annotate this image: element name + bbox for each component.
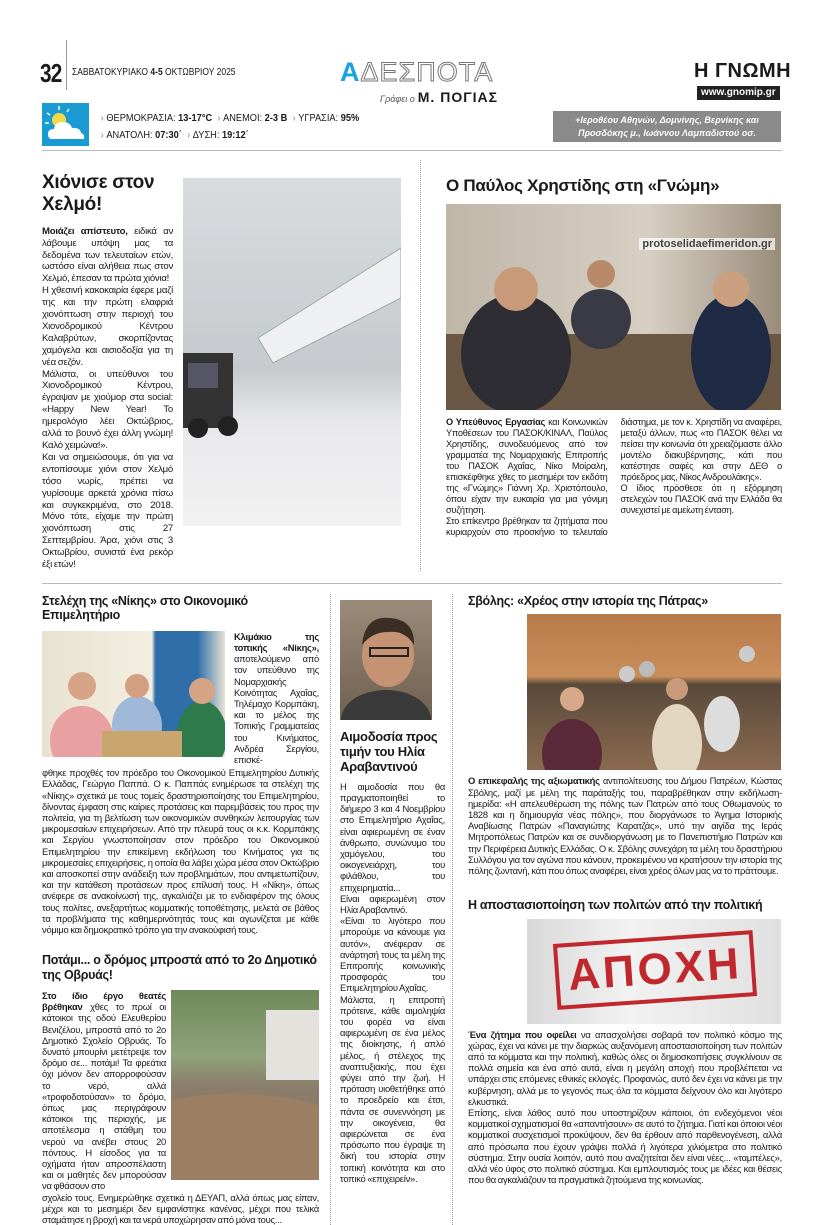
paragraph: Επίσης, είναι λάθος αυτό που υποστηρίζουν κάποιοι, ότι ενδεχόμενοι νέοι κομματικοί σχηματισμοί θα «απαντήσουν» σε αυτό το ζήτημα. Γιατί και όποιοι νέοι κομματικοί συσχετισμοί προκύψουν, δεν θα έρθουν από παρθενογένεση, αλλά από πρόσωπα που έχουν γράψει πολλά ή λιγότερα χιλιόμετρα στο πολιτικό σύστημα. Στην ουσία λοιπόν, αυτό που αναζητείται δεν είναι νέες... «ταμπέλες», αλλά νέο ύφος στο πολιτικό σύστημα. Και εμπλουτισμός τους με ιδέες και θέσεις που θα αγκαλιάζουν τα πραγματικά ζητούμενα της κοινωνίας. bbox=[468, 1106, 782, 1186]
divider bbox=[66, 40, 67, 90]
article-title-niki: Στελέχη της «Νίκης» στο Οικονομικό Επιμελητήριο bbox=[42, 593, 248, 623]
paragraph: Η αιμοδοσία που θα πραγματοποιηθεί το διήμερο 3 και 4 Νοεμβρίου στο Επιμελητήριο Αχαΐας, είναι αφιερωμένη σε έναν άνθρωπο, συνώνυμο του χαμόγελου, του οικογενειάρχη, του φιλάθλου, του επιχειρηματία... bbox=[340, 780, 445, 893]
column-author bbox=[380, 89, 498, 107]
paragraph: αποτελούμενο από τον υπεύθυνο της Νομαρχιακής Κοινότητας Αχαΐας, Τηλέμαχο Κορμπάκη, και το μέλος της Τοπικής Γραμματείας του Κινήματος, Ανδρέα Σεργίου, επισκέ- bbox=[234, 653, 319, 765]
column-divider bbox=[452, 594, 453, 1225]
date-rest: ΟΚΤΩΒΡΙΟΥ 2025 bbox=[165, 67, 236, 78]
author-prefix: Γράφει ο bbox=[380, 94, 415, 104]
photo-snow-ski-center bbox=[183, 178, 401, 526]
newspaper-brand: Η ΓΝΩΜΗ bbox=[694, 60, 792, 82]
photo-ilias-aravantinos bbox=[340, 600, 432, 720]
website-link[interactable]: www.gnomip.gr bbox=[697, 86, 780, 100]
photo-christidis-meeting bbox=[446, 204, 781, 410]
header-rule bbox=[42, 150, 782, 151]
author-name: Μ. ΠΟΓΙΑΣ bbox=[417, 89, 499, 105]
wind-label: ΑΝΕΜΟΙ: bbox=[223, 112, 263, 124]
sunset-value: 19:12΄ bbox=[221, 129, 249, 141]
article-body-snow bbox=[42, 226, 173, 571]
photo-niki-meeting bbox=[42, 631, 225, 757]
section-logo-rest: ΔΕΣΠΟΤΑ bbox=[360, 57, 494, 87]
article-title-snow: Χιόνισε στον Χελμό! bbox=[42, 172, 155, 215]
lead: Στο ίδιο έργο θεατές βρέθηκαν bbox=[42, 989, 166, 1013]
lead: Ο επικεφαλής της αξιωματικής bbox=[468, 775, 600, 787]
article-title-abstention: Η αποστασιοποίηση των πολιτών από την πολιτική bbox=[468, 898, 763, 913]
article-title-christidis: Ο Παύλος Χρηστίδης στη «Γνώμη» bbox=[446, 176, 720, 195]
paragraph: αντιπολίτευσης του Δήμου Πατρέων, Κώστας Σβόλης, μαζί με μέλη της παράταξής του, παραβρέθηκαν στην εκδήλωση-ημερίδα: «Η απελευθέρωση της πόλης των Πατρών από τους Οθωμανούς το 1828 και η δημιουργία νέας πόλης», που διοργάνωσε το Άγημα Ιστορικής Αναβίωσης Πατρών «Παναγιώτης Καρατζάς», υπό την αιγίδα της Ιεράς Μητροπόλεως Πατρών και σε συνδιοργάνωση με το Πανεπιστήμιο Πατρών και την Περιφέρεια Δυτικής Ελλάδας. Ο κ. Σβόλης συνεχάρη τα μέλη του δραστήριου Συλλόγου για τον αγώνα που κάνουν, προκειμένου να κρατήσουν την ιστορία της πόλης ζωντανή, κάτι που όπως αναφέρει, είναι χρέος όλων μας να το πράττουμε. bbox=[468, 775, 782, 876]
paragraph: χθες το πρωί οι κάτοικοι της οδού Ελευθερίου Βενιζέλου, μπροστά από το 2ο Δημοτικό Σχολείο Οβρυάς. Το δυνατό μπουρίνι μετέτρεψε τον δρόμο σε... ποτάμι! Τα φρεάτια όχι μόνον δεν απορροφούσαν το νερό, αλλά «τροφοδοτούσαν» το δρόμο, όπως μας περιγράφουν κάτοικοι της περιοχής, με αποτέλεσμα η στάθμη του νερού να ανέβει στους 20 πόντους. Η είσοδος για τα οχήματα ήταν απροσπέλαστη και οι μαθητές δεν μπορούσαν να φθάσουν στο bbox=[42, 1001, 166, 1192]
weather-row-1: › ΘΕΡΜΟΚΡΑΣΙΑ: 13-17°C › ΑΝΕΜΟΙ: 2-3 B › ΥΓΡΑΣΙΑ: 95% bbox=[100, 112, 360, 124]
christidis-column bbox=[446, 176, 782, 538]
issue-date bbox=[72, 67, 236, 78]
section-logo bbox=[340, 57, 493, 87]
column-divider bbox=[330, 594, 331, 1225]
paragraph: Η χθεσινή κακοκαιρία έφερε μαζί της και την πρώτη ελαφριά χιονόπτωση στην περιοχή του Χιονοδρομικού Κέντρου Καλαβρύτων, σκορπίζοντας χαμόγελα και αισιοδοξία για τη νέα σεζόν. bbox=[42, 285, 173, 368]
section-rule bbox=[42, 583, 782, 584]
paragraph: Ο ίδιος πρόσθεσε ότι η εξόρμηση στελεχών του ΠΑΣΟΚ ανά την Ελλάδα θα συνεχιστεί με αμείωτη ένταση. bbox=[620, 482, 782, 515]
watermark: protoselidaefimeridon.gr bbox=[639, 238, 775, 250]
humidity-label: ΥΓΡΑΣΙΑ: bbox=[298, 112, 339, 124]
article-side-niki bbox=[234, 631, 319, 765]
bottom-row bbox=[42, 594, 782, 1225]
paragraph: «Είναι το λιγότερο που μπορούμε να κάνουμε για αυτόν», ανέφεραν σε ανάρτησή τους τα μέλη της Επιτροπής κοινωνικής προσφοράς του Επιμελητηρίου Αχαΐας. bbox=[340, 915, 445, 994]
sunrise-value: 07:30΄ bbox=[155, 129, 182, 141]
article-body-river: σχολείο τους. Ενημερώθηκε σχετικά η ΔΕΥΑΠ, αλλά όπως μας είπαν, μέχρι και το μεσημέρι δεν εμφανίστηκε κανένας, μέχρι που τελικά σταμάτησε η βροχή και τα νερά υποχώρησαν από μόνα τους... bbox=[42, 1191, 319, 1225]
article-body-christidis bbox=[446, 417, 782, 538]
article-title-blood: Αιμοδοσία προς τιμήν του Ηλία Αραβαντινού bbox=[340, 728, 438, 774]
page-content bbox=[42, 160, 782, 1225]
top-row bbox=[42, 160, 782, 571]
section-logo-initial: Α bbox=[340, 57, 361, 87]
paragraph: να απασχολήσει σοβαρά τον πολιτικό κόσμο της χώρας, έχει να κάνει με την διαρκώς αυξανόμενη αποστασιοποίηση των πολιτών από τα κόμματα και την πολιτική, καθώς όλες οι δημοσκοπήσεις συγκλίνουν σε πολλά σημεία και ένα από αυτά, είναι η μεγάλη αποχή που προβλέπεται να υπάρχει στις επόμενες εθνικές εκλογές. Προφανώς, αυτό δεν έχει να κάνει με την κυβέρνηση, αλλά με το γεγονός πως όλα τα κόμματα δείχνουν όλο και λιγότερο ελκυστικά. bbox=[468, 1028, 782, 1107]
article-title-svolis: Σβόλης: «Χρέος στην ιστορία της Πάτρας» bbox=[468, 593, 708, 608]
sun-cloud-icon bbox=[42, 103, 89, 146]
stamp-text: ΑΠΟΧΗ bbox=[553, 930, 757, 1010]
river-photo-row bbox=[42, 990, 319, 1192]
right-column bbox=[468, 594, 782, 1185]
paragraph: Στο επίκεντρο βρέθηκαν τα ζητήματα που κυριαρχούν στο προσκήνιο το τελευταίο διάστημα, με τον κ. Χρηστίδη να αναφέρει, μεταξύ άλλων, πως «το ΠΑΣΟΚ θέλει να πείσει την κοινωνία ότι χρειαζόμαστε άλλο μοντέλο διακυβέρνησης, κάτι που κατέστησε σαφές και στην ΔΕΘ ο πρόεδρος μας, Νίκος Ανδρουλάκης». bbox=[446, 416, 782, 537]
snow-text-column bbox=[42, 172, 173, 571]
saints-of-day: +Ιεροθέου Αθηνών, Δομνίνης, Βερνίκης και Προσδόκης μ., Ιωάννου Λαμπαδιστού οσ. bbox=[553, 111, 781, 142]
humidity-value: 95% bbox=[340, 112, 360, 124]
paragraph: ειδικά αν λάβουμε υπόψη μας τα δεδομένα των τελευταίων ετών, ωστόσο είναι αλήθεια πως στον Χελμό, έπεσαν τα πρώτα χιόνια! bbox=[42, 225, 173, 285]
temp-value: 13-17°C bbox=[178, 112, 213, 124]
lead: Ο Υπεύθυνος Εργασίας bbox=[446, 416, 546, 427]
article-side-river bbox=[42, 990, 166, 1192]
paragraph: Είναι αφιερωμένη στον Ηλία Αραβαντινό. bbox=[340, 892, 445, 916]
photo-flooded-street bbox=[171, 990, 319, 1180]
paragraph: Μάλιστα, η επιτροπή πρότεινε, κάθε αιμοληψία του φορέα να είναι αφιερωμένη σε ένα μέλος της διοίκησης, ή απλό μέλος, ή στέλεχος της αναπτυξιακής, που έχει φύγει από την ζωή. Η πρόταση υιοθετήθηκε από το προεδρείο και έτσι, πάντα σε συνεννόηση με την οικογένεια, θα αφιερώνεται σε ένα πρόσωπο που έγραψε τη δική του ιστορία στην τοπική κοινότητα και στο τοπικό «επιχειρείν». bbox=[340, 993, 445, 1184]
niki-photo-row bbox=[42, 631, 319, 765]
lead: Κλιμάκιο της τοπικής «Νίκης», bbox=[234, 630, 319, 653]
article-title-river: Ποτάμι... ο δρόμος μπροστά από το 2ο Δημοτικό της Οβρυάς! bbox=[42, 953, 317, 982]
photo-apoxi-stamp bbox=[527, 919, 781, 1024]
photo-svolis-event bbox=[527, 614, 781, 770]
article-body-niki: φθηκε προχθές τον πρόεδρο του Οικονομικού Επιμελητηρίου Δυτικής Ελλάδας, Γεώργιο Παππά. Ο κ. Παππάς ενημέρωσε τα στελέχη της «Νίκης» σχετικά με τους τομείς δραστηριοποίησης του Επιμελητηρίου, δίνοντας έμφαση στις καίριες προτάσεις και παρεμβάσεις του προς την πολιτεία, για τη βελτίωση των οικονομικών συνθηκών λειτουργίας των μικρομεσαίων επιχειρήσεων. Από την πλευρά τους οι κ.κ. Κορμπάκης και Σεργίου γνωστοποίησαν στον πρόεδρο του Οικονομικού Επιμελητηρίου την επικείμενη εκδήλωση του Κινήματος για τις μικρομεσαίες επιχειρήσεις, η οποία θα λάβει χώρα μέσα στον Οκτώβριο και αποσκοπεί στην ανάδειξη των προβλημάτων, που αντιμετωπίζουν, και την κατάθεση προτάσεων προς επίλυσή τους. Η «Νίκη», όπως ανέφερε σε ανακοίνωσή της, αγκαλιάζει με το ενδιαφέρον της όλους τους πολίτες, ανεξαρτήτως κομματικής τοποθέτησης, μελετά σε βάθος τα προβλήματα της καθημερινότητάς τους και αγωνίζεται με κάθε νόμιμο και δημοκρατικό τρόπο για την ανακούφισή τους. bbox=[42, 767, 319, 935]
paragraph: Και να σημειώσουμε, ότι για να εντοπίσουμε χιόνι στον Χελμό τόσο νωρίς, πρέπει να γυρίσουμε αρκετά χρόνια πίσω και συγκεκριμένα, στο 2018. Μόνο τότε, είχαμε την πρώτη χιονόπτωση στις 27 Σεπτεμβρίου. Άρα, χιόνι στις 3 Οκτωβρίου, συνιστά ένα ρεκόρ έξι ετών! bbox=[42, 451, 173, 571]
date-days: 4-5 bbox=[150, 67, 163, 78]
lead: Ένα ζήτημα που οφείλει bbox=[468, 1028, 577, 1040]
left-column bbox=[42, 594, 319, 1225]
sunset-label: ΔΥΣΗ: bbox=[192, 129, 220, 141]
paragraph: Μάλιστα, οι υπεύθυνοι του Χιονοδρομικού Κέντρου, έγραψαν με χιούμορ στα social: «Happy New Year! Το ημερολόγιο λέει Οκτώβριος, αλλά το βουνό έχει άλλη γνώμη! Καλό χειμώνα!». bbox=[42, 368, 173, 451]
article-body-abstention bbox=[468, 1029, 782, 1186]
date-prefix: ΣΑΒΒΑΤΟΚΥΡΙΑΚΟ bbox=[72, 67, 149, 78]
lead: Μοιάζει απίστευτο, bbox=[42, 225, 128, 237]
temp-label: ΘΕΡΜΟΚΡΑΣΙΑ: bbox=[106, 112, 176, 124]
column-divider bbox=[420, 160, 421, 571]
middle-column bbox=[340, 600, 445, 1184]
article-body-svolis bbox=[468, 775, 782, 876]
page-number: 32 bbox=[40, 58, 62, 88]
paragraph: και Κοινωνικών Υποθέσεων του ΠΑΣΟΚ/ΚΙΝΑΛ, Παύλος Χρηστίδης, συνοδευόμενος από τον γραμματέα της Νομαρχιακής Επιτροπής του ΠΑΣΟΚ Αχαΐας, Νίκο Μοίραλη, επισκέφθηκε χθες το μεσημέρι τον εκδότη της «Γνώμης» Γιάννη Χρ. Χριστόπουλο, όπου είχαν την ευκαιρία για μια γόνιμη συζήτηση. bbox=[446, 416, 608, 515]
sunrise-label: ΑΝΑΤΟΛΗ: bbox=[106, 129, 153, 141]
article-body-blood bbox=[340, 781, 445, 1184]
wind-value: 2-3 B bbox=[264, 112, 288, 124]
weather-row-2: › ΑΝΑΤΟΛΗ: 07:30΄ › ΔΥΣΗ: 19:12΄ bbox=[100, 129, 249, 141]
